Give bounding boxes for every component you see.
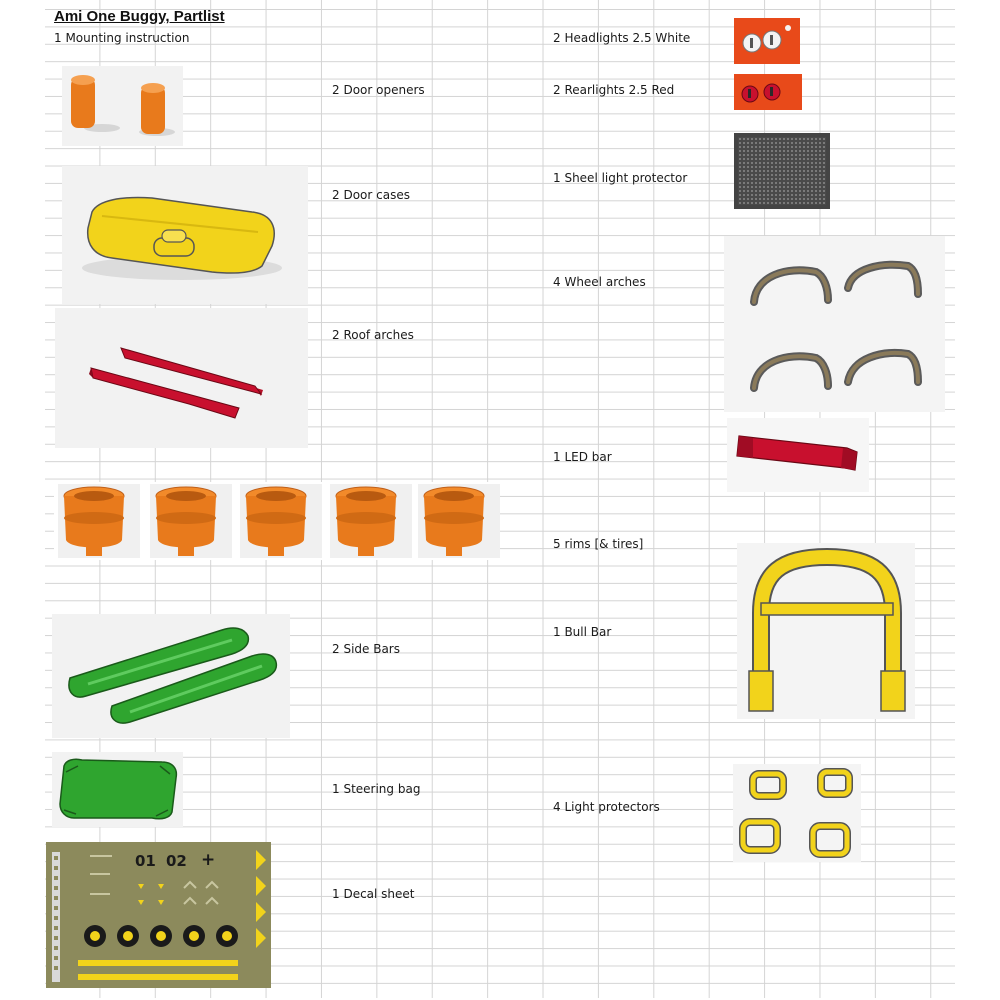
label-door-openers[interactable]: 2 Door openers [332, 83, 425, 97]
label-wheel-arches[interactable]: 4 Wheel arches [553, 275, 646, 289]
label-mounting-instruction[interactable]: 1 Mounting instruction [54, 31, 190, 45]
sheel-light-protector-image[interactable] [734, 133, 830, 209]
decal-number-01: 01 [135, 852, 156, 870]
decal-plus-sign: + [201, 850, 216, 870]
rim-4 [330, 484, 412, 558]
side-bars-image[interactable] [52, 614, 290, 738]
sheet-title[interactable]: Ami One Buggy, Partlist [54, 8, 225, 25]
rims-image[interactable] [54, 482, 500, 560]
rearlights-image[interactable] [734, 74, 802, 110]
label-roof-arches[interactable]: 2 Roof arches [332, 328, 414, 342]
label-side-bars[interactable]: 2 Side Bars [332, 642, 400, 656]
rim-2 [150, 484, 232, 558]
label-light-protectors[interactable]: 4 Light protectors [553, 800, 660, 814]
decal-number-02: 02 [166, 852, 187, 870]
label-sheel-light-protector[interactable]: 1 Sheel light protector [553, 171, 688, 185]
label-rearlights[interactable]: 2 Rearlights 2.5 Red [553, 83, 675, 97]
label-bull-bar[interactable]: 1 Bull Bar [553, 625, 612, 639]
bull-bar-image[interactable] [737, 543, 915, 719]
roof-arches-image[interactable] [55, 308, 308, 448]
decal-sheet-image[interactable] [46, 842, 271, 988]
label-led-bar[interactable]: 1 LED bar [553, 450, 612, 464]
label-headlights[interactable]: 2 Headlights 2.5 White [553, 31, 691, 45]
light-protectors-image[interactable] [733, 764, 861, 862]
wheel-arches-image[interactable] [724, 236, 945, 412]
label-rims[interactable]: 5 rims [& tires] [553, 537, 644, 551]
headlights-image[interactable] [734, 18, 800, 64]
label-steering-bag[interactable]: 1 Steering bag [332, 782, 421, 796]
rim-1 [58, 484, 140, 558]
label-door-cases[interactable]: 2 Door cases [332, 188, 410, 202]
door-openers-image[interactable] [62, 66, 183, 146]
label-decal-sheet[interactable]: 1 Decal sheet [332, 887, 415, 901]
rim-5 [418, 484, 500, 558]
steering-bag-image[interactable] [52, 752, 183, 827]
led-bar-image[interactable] [727, 418, 869, 492]
rim-3 [240, 484, 322, 558]
door-cases-image[interactable] [62, 166, 308, 304]
